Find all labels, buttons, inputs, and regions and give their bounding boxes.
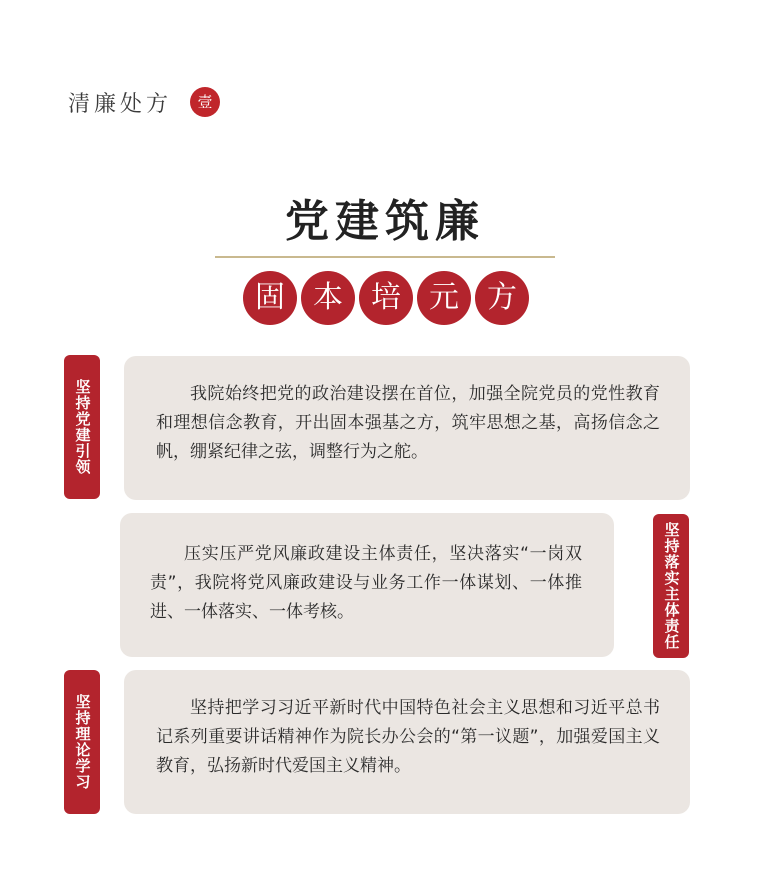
block-tag-label: 坚持党建引领 bbox=[73, 379, 92, 475]
subtitle-char: 方 bbox=[475, 271, 529, 325]
content-card bbox=[120, 513, 614, 657]
subtitle-circles bbox=[243, 271, 529, 325]
block-tag-party-building bbox=[64, 355, 100, 499]
content-card bbox=[124, 356, 690, 500]
page-title: 党建筑廉 bbox=[285, 196, 485, 247]
subtitle-char: 元 bbox=[417, 271, 471, 325]
subtitle-char: 固 bbox=[243, 271, 297, 325]
section-number-badge: 壹 bbox=[190, 87, 220, 117]
section-header bbox=[68, 86, 220, 118]
card-text: 我院始终把党的政治建设摆在首位，加强全院党员的党性教育和理想信念教育，开出固本强基之方，筑牢思想之基，高扬信念之帆，绷紧纪律之弦，调整行为之舵。 bbox=[156, 384, 660, 462]
block-tag-main-responsibility bbox=[653, 514, 689, 658]
subtitle-char: 本 bbox=[301, 271, 355, 325]
title-divider bbox=[215, 256, 555, 258]
card-text: 压实压严党风廉政建设主体责任，坚决落实“一岗双责”，我院将党风廉政建设与业务工作一体谋划、一体推进、一体落实、一体考核。 bbox=[150, 544, 582, 622]
block-tag-label: 坚持落实主体责任 bbox=[662, 522, 681, 650]
block-tag-theory-study bbox=[64, 670, 100, 814]
subtitle-char: 培 bbox=[359, 271, 413, 325]
content-card bbox=[124, 670, 690, 814]
block-tag-label: 坚持理论学习 bbox=[73, 694, 92, 790]
card-text: 坚持把学习习近平新时代中国特色社会主义思想和习近平总书记系列重要讲话精神作为院长办公会的“第一议题”，加强爱国主义教育，弘扬新时代爱国主义精神。 bbox=[156, 698, 660, 776]
section-title: 清廉处方 bbox=[68, 91, 173, 117]
